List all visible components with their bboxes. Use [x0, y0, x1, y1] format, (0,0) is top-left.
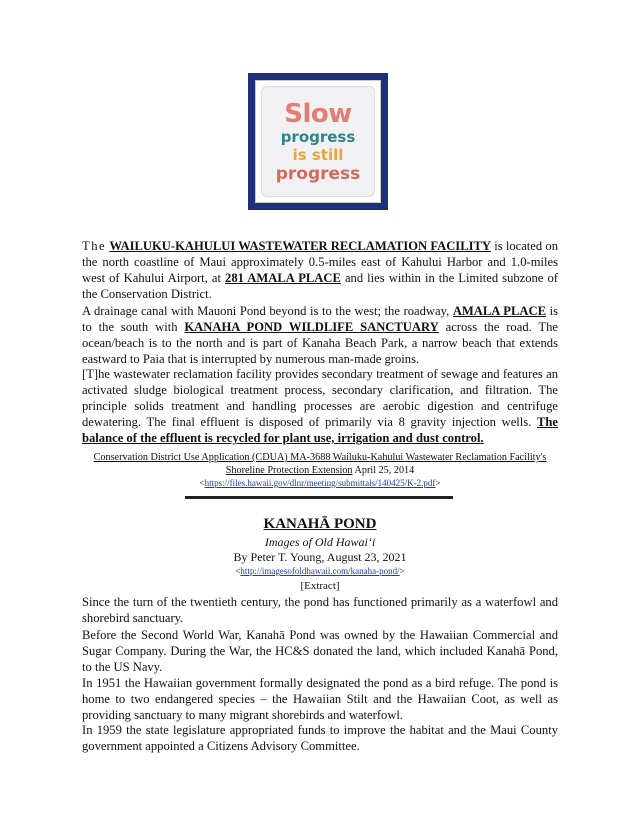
body-paragraph-3: In 1951 the Hawaiian government formally designated the pond as a bird refuge. The pond is home to two endangered species – the Hawaiian Stilt and the Hawaiian Coot, as well as providing sanctuary to many migrant shorebirds and waterfowl.: [82, 676, 558, 722]
article-url-link[interactable]: http://imagesofoldhawaii.com/kanaha-pond/: [240, 566, 400, 576]
image-text-is-still: is still: [292, 145, 344, 164]
body-paragraph-1: Since the turn of the twentieth century, the pond has functioned primarily as a waterfowl and shorebird sanctuary.: [82, 595, 558, 625]
sanctuary-name: KANAHA POND WILDLIFE SANCTUARY: [184, 320, 439, 334]
bracket: >: [435, 478, 441, 488]
image-text-progress-2: progress: [275, 163, 361, 184]
paragraph-text: [T]he wastewater reclamation facility provides secondary treatment of sewage and features an activated sludge biological treatment process, secondary clarification, and filtration. The principle solids treatment and handling processes are aerobic digestion and centrifuge dewatering. The final effluent is disposed of primarily via 8 gravity injection wells.: [82, 367, 558, 429]
citation-line-1: Conservation District Use Application (CDUA) MA-3688 Wailuku-Kahului Wastewater Reclamation Facility's: [93, 452, 547, 463]
bracket: >: [399, 566, 405, 576]
citation-date: April 25, 2014: [352, 465, 415, 476]
image-frame: [255, 80, 381, 203]
image-text-slow: Slow: [284, 98, 352, 129]
recycled-effluent-note: The balance of the effluent is recycled for plant use, irrigation and dust control.: [82, 415, 558, 445]
facility-name: WAILUKU-KAHULUI WASTEWATER RECLAMATION FACILITY: [109, 239, 491, 253]
body-paragraph-4: In 1959 the state legislature appropriated funds to improve the habitat and the Maui County government appointed a Citizens Advisory Committee.: [82, 723, 558, 753]
citation-title: Shoreline Protection Extension: [225, 465, 353, 476]
paragraph-text: and lies within in the Limited subzone of the Conservation District.: [82, 271, 558, 301]
paragraph-facility-location: [82, 238, 558, 302]
paragraph-text: is located on the north coastline of Maui approximately 0.5-miles east of Kahului Harbor and 1.0-miles west of Kahului Airport, at: [82, 239, 558, 285]
article-byline: By Peter T. Young, August 23, 2021: [233, 550, 407, 564]
paragraph-text: is to the south with: [82, 304, 558, 334]
road-name: AMALA PLACE: [452, 304, 546, 318]
article-subtitle: Images of Old Hawai‘i: [264, 535, 376, 549]
facility-address: 281 AMALA PLACE: [225, 271, 341, 285]
article-title: KANAHĀ POND: [263, 516, 377, 532]
body-paragraph-2: Before the Second World War, Kanahā Pond was owned by the Hawaiian Commercial and Sugar Company. During the War, the HC&S donated the land, which included Kanahā Pond, to the US Navy.: [82, 628, 558, 674]
extract-label: [Extract]: [300, 580, 340, 592]
paragraph-surroundings: [82, 303, 558, 367]
paragraph-text: across the road. The ocean/beach is to the north and is part of Kanaha Beach Park, a narrow beach that extends eastward to Paia that is interrupted by numerous man-made groins.: [82, 320, 558, 366]
section-divider: [185, 496, 453, 499]
paragraph-treatment: [82, 366, 558, 446]
image-text-progress: progress: [280, 127, 356, 146]
paragraph-text: A drainage canal with Mauoni Pond beyond is to the west; the roadway,: [82, 304, 453, 318]
bracket: <: [235, 566, 241, 576]
citation-url-link[interactable]: https://files.hawaii.gov/dlnr/meeting/submittals/140425/K-2.pdf: [204, 478, 436, 488]
slow-progress-image: [248, 73, 388, 210]
bracket: <: [199, 478, 205, 488]
lead-word: The: [82, 239, 107, 253]
citation-cdua: [82, 451, 558, 490]
article-url: [82, 566, 558, 576]
image-card: [261, 86, 375, 197]
